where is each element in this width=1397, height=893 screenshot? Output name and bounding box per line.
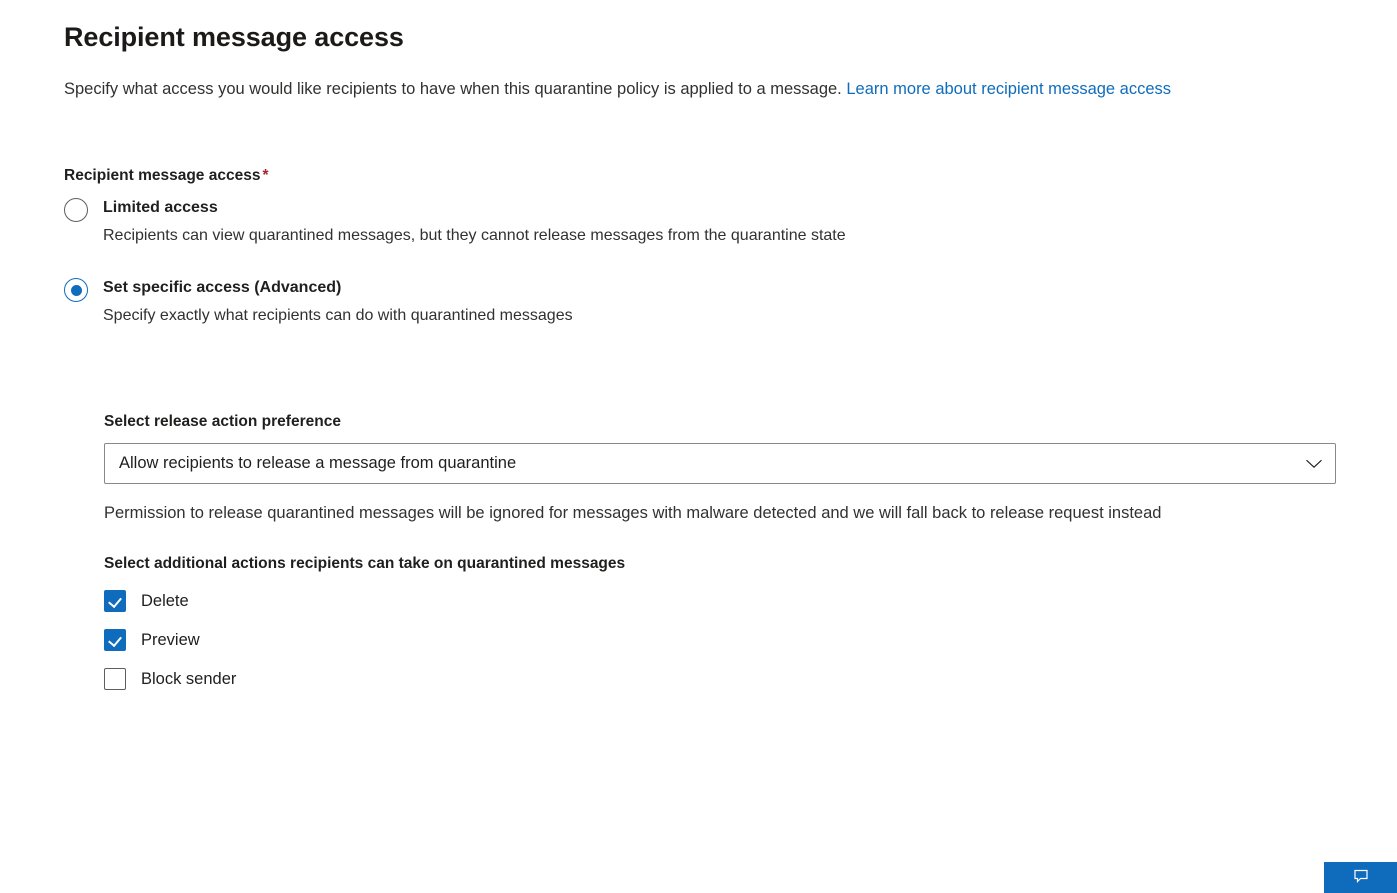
checkbox-row-block-sender[interactable] bbox=[104, 668, 1333, 690]
page-title: Recipient message access bbox=[64, 22, 404, 52]
release-preference-label: Select release action preference bbox=[104, 413, 341, 430]
radio-label-limited-access: Limited access bbox=[103, 199, 218, 216]
field-label-recipient-message-access bbox=[64, 167, 1333, 185]
radio-option-set-specific-access-texts bbox=[103, 277, 573, 329]
release-preference-dropdown[interactable] bbox=[104, 443, 1336, 484]
checkbox-label-preview: Preview bbox=[141, 630, 200, 649]
release-preference-selected-value: Allow recipients to release a message from quarantine bbox=[119, 454, 517, 472]
radio-button-limited-access[interactable] bbox=[64, 198, 88, 222]
radio-button-set-specific-access[interactable] bbox=[64, 278, 88, 302]
checkbox-block-sender[interactable] bbox=[104, 668, 126, 690]
checkbox-label-block-sender: Block sender bbox=[141, 669, 237, 688]
checkbox-row-preview[interactable] bbox=[104, 629, 1333, 651]
chevron-down-icon[interactable] bbox=[1305, 455, 1323, 473]
checkbox-delete[interactable] bbox=[104, 590, 126, 612]
radio-label-set-specific-access: Set specific access (Advanced) bbox=[103, 279, 342, 296]
checkbox-preview[interactable] bbox=[104, 629, 126, 651]
recipient-message-access-radio-group bbox=[64, 197, 1333, 329]
radio-description-set-specific-access: Specify exactly what recipients can do with quarantined messages bbox=[103, 307, 573, 324]
radio-option-limited-access[interactable] bbox=[64, 197, 1333, 249]
checkbox-row-delete[interactable] bbox=[104, 590, 1333, 612]
panel-description bbox=[64, 75, 1333, 104]
required-asterisk: * bbox=[262, 167, 269, 184]
panel-description-text: Specify what access you would like recipients to have when this quarantine policy is applied to a message. bbox=[64, 80, 847, 98]
field-label-text: Recipient message access bbox=[64, 167, 261, 184]
chat-help-icon bbox=[1353, 868, 1369, 887]
learn-more-link[interactable]: Learn more about recipient message access bbox=[846, 80, 1172, 98]
radio-description-limited-access: Recipients can view quarantined messages, but they cannot release messages from the quarantine state bbox=[103, 227, 846, 244]
checkbox-label-delete: Delete bbox=[141, 591, 189, 610]
additional-actions-label: Select additional actions recipients can take on quarantined messages bbox=[104, 555, 626, 572]
release-preference-note: Permission to release quarantined messages will be ignored for messages with malware detected and we will fall back to release request instead bbox=[104, 504, 1162, 522]
radio-option-limited-access-texts bbox=[103, 197, 846, 249]
radio-option-set-specific-access[interactable] bbox=[64, 277, 1333, 329]
specific-access-options bbox=[104, 413, 1333, 690]
help-chat-button[interactable] bbox=[1324, 862, 1397, 893]
